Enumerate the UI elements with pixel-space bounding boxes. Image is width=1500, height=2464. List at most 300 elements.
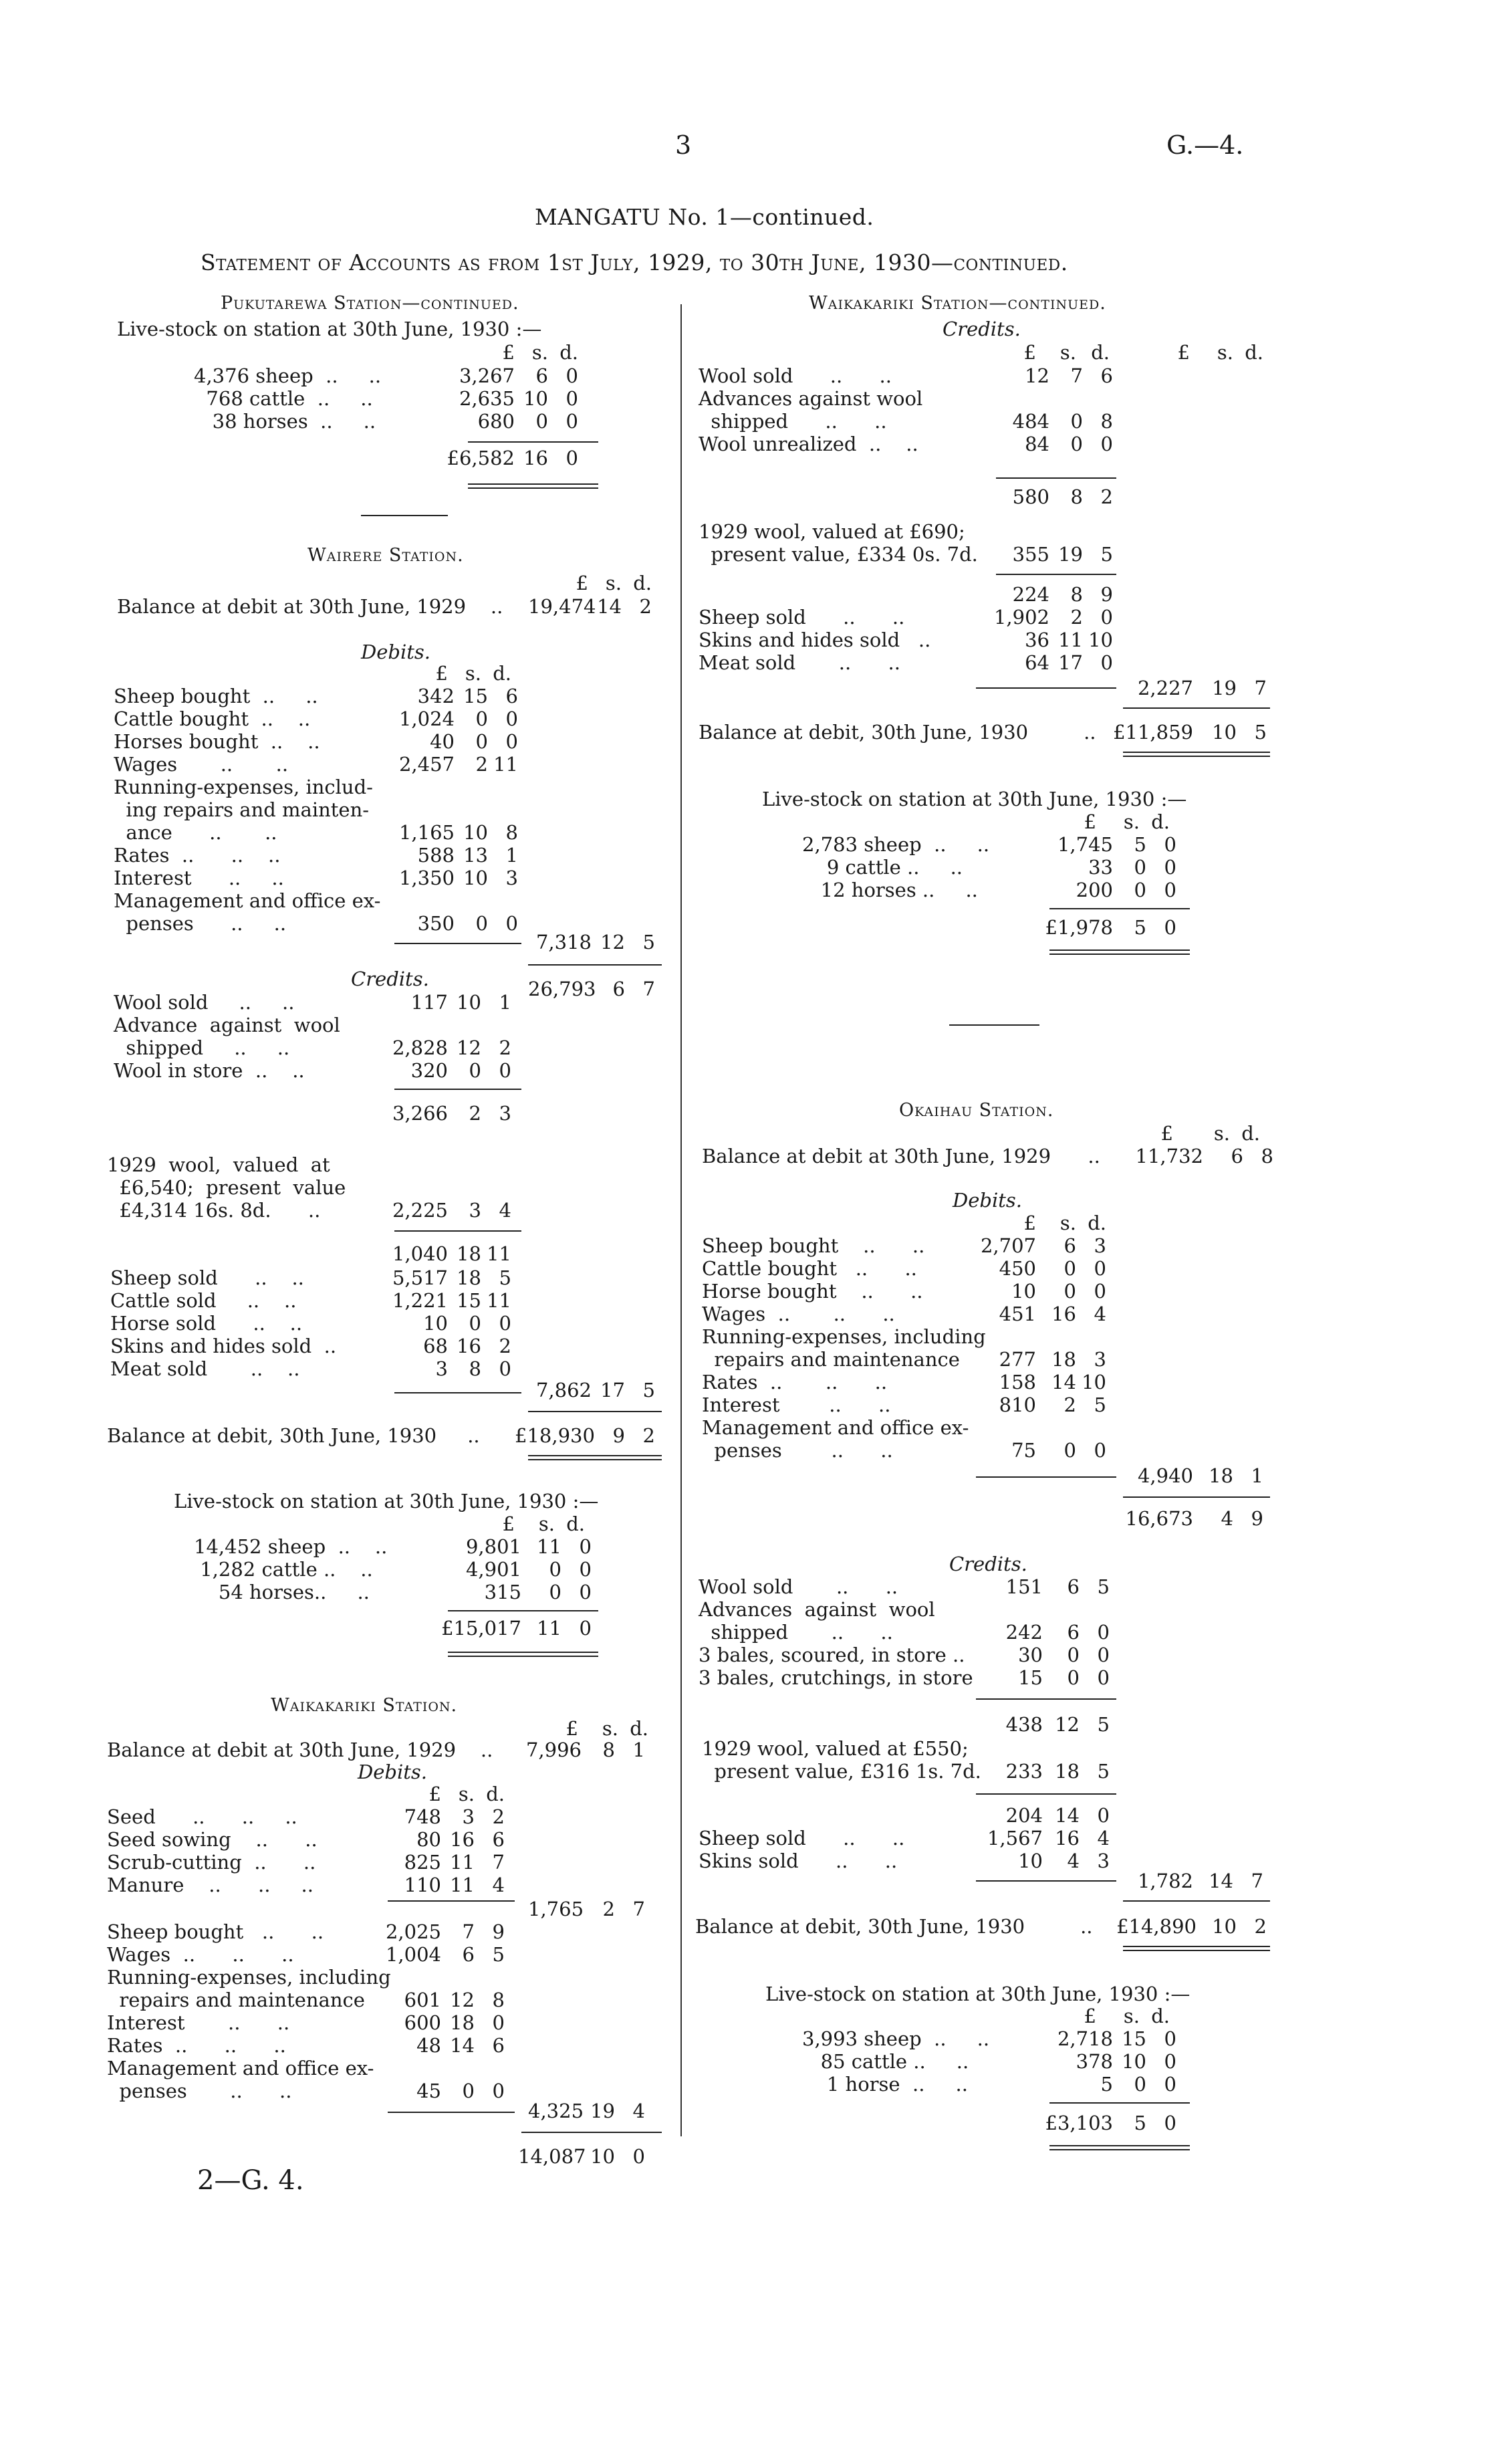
- pence: 5: [642, 1379, 655, 1402]
- shillings: 10: [463, 821, 488, 844]
- okaihau-livestock-title: Live-stock on station at 30th June, 1930 :—: [765, 1983, 1191, 2005]
- pounds: 1,745: [1057, 833, 1113, 856]
- head-pound: £: [1023, 1212, 1036, 1234]
- pence: 5: [1254, 721, 1267, 744]
- pence: 0: [499, 1059, 511, 1082]
- pence: 0: [1164, 2073, 1176, 2096]
- pounds: 7,318: [535, 931, 592, 954]
- rule: [394, 1089, 521, 1090]
- pence: 10: [1082, 1371, 1106, 1393]
- shillings: 18: [1051, 1348, 1076, 1371]
- row-label: Skins sold .. ..: [699, 1850, 898, 1872]
- pounds: 7,996: [525, 1739, 582, 1761]
- head-pence: d.: [1088, 1212, 1106, 1234]
- wairere-title: Wairere Station.: [307, 545, 464, 566]
- rule: [1123, 707, 1270, 709]
- pence: 11: [487, 1289, 511, 1312]
- head-pound: £: [502, 1513, 515, 1535]
- row-label: Sheep sold .. ..: [110, 1266, 304, 1289]
- total-pounds: £6,582: [447, 447, 515, 469]
- pence: 7: [632, 1898, 645, 1920]
- head-pence: d.: [493, 662, 511, 685]
- section-separator: [949, 1024, 1039, 1026]
- pence: 8: [1100, 410, 1113, 433]
- shillings: 11: [450, 1874, 475, 1896]
- pence: 5: [492, 1943, 505, 1966]
- pounds: 320: [410, 1059, 448, 1082]
- row-label: Cattle bought .. ..: [702, 1257, 917, 1280]
- pence: 1: [505, 844, 518, 867]
- pounds: £15,017: [441, 1617, 521, 1640]
- pounds: 2,025: [385, 1920, 441, 1943]
- shillings: 6: [1231, 1145, 1243, 1167]
- balance-label: Balance at debit at 30th June, 1929 ..: [107, 1739, 493, 1761]
- head-pence: d.: [1151, 2005, 1170, 2027]
- pounds: 204: [1005, 1804, 1043, 1827]
- pukutarewa-title: Pukutarewa Station—continued.: [221, 293, 519, 314]
- balance-label: Balance at debit at 30th June, 1929 ..: [117, 595, 503, 618]
- shillings: 8: [469, 1357, 481, 1380]
- shillings: 0: [1064, 1280, 1076, 1303]
- row-label: penses .. ..: [107, 2080, 292, 2102]
- pounds: 2,225: [392, 1199, 448, 1222]
- waikakariki-cont-title: Waikakariki Station—continued.: [809, 293, 1106, 314]
- row-label: Cattle sold .. ..: [110, 1289, 297, 1312]
- pence: 1: [632, 1739, 645, 1761]
- row-label: Interest .. ..: [107, 2011, 290, 2034]
- pence: 4: [632, 2100, 645, 2122]
- total-shillings: 16: [523, 447, 548, 469]
- pounds: 15: [1018, 1666, 1043, 1689]
- pence: 2: [492, 1805, 505, 1828]
- closing-label: Balance at debit, 30th June, 1930 ..: [107, 1424, 480, 1447]
- pence: 5: [1094, 1393, 1106, 1416]
- pounds: 378: [1076, 2050, 1113, 2073]
- shillings: 0: [475, 730, 488, 753]
- pence: 8: [505, 821, 518, 844]
- wool-note: 1929 wool, valued at: [107, 1153, 330, 1176]
- pence: 0: [1094, 1257, 1106, 1280]
- row-label: Running-expenses, including: [107, 1966, 391, 1989]
- row-label: 3 bales, scoured, in store ..: [699, 1644, 965, 1666]
- pounds: 12: [1025, 364, 1049, 387]
- pence: 0: [1097, 1666, 1110, 1689]
- pence: 7: [492, 1851, 505, 1874]
- double-rule: [528, 1455, 662, 1460]
- shillings: 18: [1209, 1464, 1233, 1487]
- pounds: £11,859: [1113, 721, 1193, 744]
- shillings: 12: [600, 931, 625, 954]
- pence: 0: [579, 1617, 592, 1640]
- head-pound: £: [1160, 1122, 1173, 1145]
- wairere-livestock-title: Live-stock on station at 30th June, 1930 :—: [174, 1490, 599, 1513]
- pounds: 2,227: [1137, 677, 1193, 699]
- shillings: 5: [1134, 833, 1146, 856]
- pounds: 84: [1025, 433, 1049, 455]
- shillings: 14: [597, 595, 622, 618]
- pence: 2: [499, 1036, 511, 1059]
- row-label: Horses bought .. ..: [114, 730, 320, 753]
- pounds: 26,793: [528, 978, 596, 1000]
- pence: 2: [642, 1424, 655, 1447]
- pounds: £18,930: [515, 1424, 595, 1447]
- shillings: 5: [1134, 2112, 1146, 2134]
- head-shilling: s.: [531, 341, 548, 364]
- pounds: 277: [999, 1348, 1036, 1371]
- rule: [996, 574, 1116, 575]
- shillings: 18: [1055, 1760, 1080, 1783]
- pounds: 2,828: [392, 1036, 448, 1059]
- row-label: Meat sold .. ..: [110, 1357, 300, 1380]
- shillings: 0: [1067, 1666, 1080, 1689]
- pounds: 30: [1018, 1644, 1043, 1666]
- head-pound: £: [566, 1717, 578, 1740]
- pounds: 484: [1012, 410, 1049, 433]
- waikakariki-credits-title: Credits.: [943, 318, 1021, 340]
- rule: [1123, 1496, 1270, 1498]
- shillings: 18: [457, 1266, 481, 1289]
- wool-note: 1929 wool, valued at £550;: [702, 1737, 969, 1760]
- pence: 0: [505, 912, 518, 935]
- head-shilling: s.: [1059, 1212, 1076, 1234]
- head-pound-2: £: [1177, 341, 1190, 364]
- row-label: Seed .. .. ..: [107, 1805, 297, 1828]
- pence: 3: [1097, 1850, 1110, 1872]
- shillings: 0: [1134, 2073, 1146, 2096]
- shillings: 19: [1058, 543, 1083, 566]
- shillings: 19: [590, 2100, 615, 2122]
- wool-note: £4,314 16s. 8d. ..: [107, 1199, 321, 1222]
- shillings: 9: [612, 1424, 625, 1447]
- row-label: penses .. ..: [702, 1439, 893, 1462]
- section-separator: [361, 515, 448, 516]
- row-label: Management and office ex-: [702, 1416, 969, 1439]
- pounds: 10: [1018, 1850, 1043, 1872]
- pounds: £3,103: [1045, 2112, 1113, 2134]
- wairere-credits-title: Credits.: [351, 968, 429, 990]
- pence: 6: [1100, 364, 1113, 387]
- row-label: Rates .. .. ..: [107, 2034, 286, 2057]
- pence: 0: [1164, 879, 1176, 901]
- row-label: Sheep bought .. ..: [114, 685, 318, 707]
- shillings: 2: [1070, 606, 1083, 629]
- pence: 0: [579, 1581, 592, 1603]
- pence: 4: [1097, 1827, 1110, 1850]
- balance-label: Balance at debit at 30th June, 1929 ..: [702, 1145, 1100, 1167]
- shillings: 2: [602, 1898, 615, 1920]
- row-label: Wool sold .. ..: [114, 991, 295, 1014]
- shillings: 19: [1212, 677, 1237, 699]
- pence: 9: [1251, 1507, 1263, 1530]
- pounds: 1,567: [987, 1827, 1043, 1850]
- pence: 0: [1100, 433, 1113, 455]
- shillings: 14: [1209, 1870, 1233, 1892]
- shillings: 0: [1134, 879, 1146, 901]
- row-label: shipped .. ..: [114, 1036, 290, 1059]
- head-pound: £: [576, 572, 588, 594]
- shillings: 10: [1212, 721, 1237, 744]
- okaihau-credits-title: Credits.: [949, 1553, 1027, 1575]
- shillings: 0: [1134, 856, 1146, 879]
- page-footer: 2—G. 4.: [197, 2165, 304, 2196]
- pounds: 5: [1100, 2073, 1113, 2096]
- shillings: 4: [1221, 1507, 1233, 1530]
- pence: 0: [505, 730, 518, 753]
- pence: 1: [1251, 1464, 1263, 1487]
- pence: 0: [1094, 1280, 1106, 1303]
- pence: 2: [1254, 1915, 1267, 1938]
- head-pence: d.: [630, 1717, 648, 1740]
- row-label: shipped .. ..: [699, 410, 887, 433]
- pence: 6: [492, 2034, 505, 2057]
- pence: 0: [1097, 1804, 1110, 1827]
- shillings: 7: [462, 1920, 475, 1943]
- head-pound: £: [428, 1783, 441, 1805]
- head-shilling: s.: [602, 1717, 618, 1740]
- row-label: repairs and maintenance: [702, 1348, 960, 1371]
- okaihau-debits-title: Debits.: [953, 1189, 1023, 1212]
- row-label: 12 horses .. ..: [802, 879, 978, 901]
- pence: 10: [1088, 629, 1113, 651]
- double-rule: [1123, 1946, 1270, 1951]
- shillings: 11: [450, 1851, 475, 1874]
- pounds: 75: [1011, 1439, 1036, 1462]
- pence: 0: [579, 1535, 592, 1558]
- shillings: 15: [1122, 2027, 1146, 2050]
- head-pound: £: [1023, 341, 1036, 364]
- row-label: 768 cattle .. ..: [194, 387, 373, 410]
- pounds: 48: [416, 2034, 441, 2057]
- shillings: 2: [475, 753, 488, 776]
- pence: 7: [642, 978, 655, 1000]
- rule: [388, 2112, 515, 2113]
- pounds: 1,350: [398, 867, 455, 889]
- head-shilling: s.: [605, 572, 622, 594]
- pounds: 1,040: [392, 1242, 448, 1265]
- pence: 0: [492, 2011, 505, 2034]
- shillings: 15: [463, 685, 488, 707]
- shillings: 8: [1070, 583, 1083, 606]
- pence: 0: [1164, 2027, 1176, 2050]
- pence: 0: [1164, 856, 1176, 879]
- row-label: Rates .. .. ..: [702, 1371, 888, 1393]
- row-label: Running-expenses, includ-: [114, 776, 373, 798]
- shillings: 14: [450, 2034, 475, 2057]
- pence: 5: [642, 931, 655, 954]
- pence: 0: [1164, 916, 1176, 939]
- shillings: 12: [457, 1036, 481, 1059]
- shillings: 0: [475, 912, 488, 935]
- pounds: 2,718: [1057, 2027, 1113, 2050]
- pence: 2: [639, 595, 652, 618]
- head-pound: £: [435, 662, 448, 685]
- pounds: 600: [404, 2011, 441, 2034]
- row-label: Interest .. ..: [702, 1393, 891, 1416]
- pence: 0: [1097, 1621, 1110, 1644]
- shillings: 0: [1070, 433, 1083, 455]
- pence: 5: [1097, 1760, 1110, 1783]
- rule: [976, 1880, 1116, 1882]
- head-pence: d.: [1241, 1122, 1260, 1145]
- double-rule: [468, 483, 598, 489]
- shillings: 16: [1055, 1827, 1080, 1850]
- double-rule: [1123, 752, 1270, 757]
- shillings: 12: [450, 1989, 475, 2011]
- pounds: 3,267: [459, 364, 515, 387]
- shillings: 0: [469, 1059, 481, 1082]
- shillings: 8: [602, 1739, 615, 1761]
- pounds: 33: [1088, 856, 1113, 879]
- pence: 8: [492, 1989, 505, 2011]
- pounds: 68: [423, 1335, 448, 1357]
- shillings: 2: [1064, 1393, 1076, 1416]
- pence: 9: [1100, 583, 1113, 606]
- shillings: 0: [1064, 1439, 1076, 1462]
- shillings: 10: [523, 387, 548, 410]
- shillings: 17: [1058, 651, 1083, 674]
- shillings: 11: [537, 1535, 561, 1558]
- shillings: 6: [1064, 1234, 1076, 1257]
- rule: [394, 943, 521, 944]
- row-label: Horse sold .. ..: [110, 1312, 303, 1335]
- rule: [388, 1900, 515, 1902]
- pounds: 5,517: [392, 1266, 448, 1289]
- shillings: 5: [1134, 916, 1146, 939]
- pukutarewa-livestock-title: Live-stock on station at 30th June, 1930 :—: [117, 318, 542, 340]
- head-pence: d.: [486, 1783, 505, 1805]
- pounds: 580: [1012, 485, 1049, 508]
- rule: [528, 1411, 662, 1412]
- pence: 4: [1094, 1303, 1106, 1325]
- pence: 0: [1164, 2050, 1176, 2073]
- pence: 11: [487, 1242, 511, 1265]
- head-shilling: s.: [465, 662, 481, 685]
- wool-note: present value, £334 0s. 7d.: [699, 543, 978, 566]
- head-pence: d.: [1151, 810, 1170, 833]
- shillings: 15: [457, 1289, 481, 1312]
- row-label: repairs and maintenance: [107, 1989, 365, 2011]
- rule: [521, 2132, 662, 2133]
- pounds: 3,266: [392, 1102, 448, 1125]
- pounds: 224: [1012, 583, 1049, 606]
- row-label: Advances against wool: [699, 387, 923, 410]
- row-label: Advance against wool: [114, 1014, 340, 1036]
- pounds: 350: [417, 912, 455, 935]
- pounds: 438: [1005, 1713, 1043, 1736]
- pounds: 355: [1012, 543, 1049, 566]
- pounds: 450: [999, 1257, 1036, 1280]
- head-shilling: s.: [538, 1513, 555, 1535]
- shillings: 11: [1058, 629, 1083, 651]
- pounds: 80: [416, 1828, 441, 1851]
- pounds: 748: [404, 1805, 441, 1828]
- pence: 5: [1100, 543, 1113, 566]
- pence: 3: [505, 867, 518, 889]
- pounds: 2,457: [398, 753, 455, 776]
- pounds: 4,901: [465, 1558, 521, 1581]
- pence: 3: [499, 1102, 511, 1125]
- shillings: 6: [612, 978, 625, 1000]
- shillings: 16: [450, 1828, 475, 1851]
- pounds: 36: [1025, 629, 1049, 651]
- pounds: 1,024: [398, 707, 455, 730]
- shillings: 10: [1212, 1915, 1237, 1938]
- pence: 0: [499, 1312, 511, 1335]
- double-rule: [1049, 949, 1190, 955]
- pounds: 2,635: [459, 387, 515, 410]
- shillings: 4: [1067, 1850, 1080, 1872]
- pence: 5: [499, 1266, 511, 1289]
- row-label: 3,993 sheep .. ..: [802, 2027, 990, 2050]
- closing-label: Balance at debit, 30th June, 1930 ..: [695, 1915, 1093, 1938]
- shillings: 6: [1067, 1575, 1080, 1598]
- pounds: 11,732: [1135, 1145, 1203, 1167]
- head-shilling: s.: [1123, 2005, 1140, 2027]
- pounds: 3: [435, 1357, 448, 1380]
- rule: [1123, 1900, 1270, 1902]
- pounds: 14,087: [518, 2145, 586, 2168]
- pounds: 110: [404, 1874, 441, 1896]
- shillings: 6: [535, 364, 548, 387]
- rule: [976, 1698, 1116, 1700]
- column-divider: [680, 304, 682, 2136]
- pounds: 1,165: [398, 821, 455, 844]
- shillings: 16: [1051, 1303, 1076, 1325]
- row-label: Management and office ex-: [114, 889, 381, 912]
- pence: 7: [1254, 677, 1267, 699]
- shillings: 6: [462, 1943, 475, 1966]
- pence: 0: [566, 410, 578, 433]
- pounds: 601: [404, 1989, 441, 2011]
- row-label: penses .. ..: [114, 912, 287, 935]
- shillings: 14: [1051, 1371, 1076, 1393]
- shillings: 16: [457, 1335, 481, 1357]
- row-label: Cattle bought .. ..: [114, 707, 311, 730]
- rule: [394, 1392, 521, 1393]
- pence: 3: [1094, 1234, 1106, 1257]
- pounds: 151: [1005, 1575, 1043, 1598]
- pence: 0: [632, 2145, 645, 2168]
- row-label: Wool sold .. ..: [699, 1575, 898, 1598]
- pence: 0: [1164, 2112, 1176, 2134]
- pence: 3: [1094, 1348, 1106, 1371]
- double-rule: [448, 1652, 598, 1657]
- row-label: 4,376 sheep .. ..: [194, 364, 382, 387]
- shillings: 18: [450, 2011, 475, 2034]
- wool-note: present value, £316 1s. 7d.: [702, 1760, 981, 1783]
- shillings: 10: [1122, 2050, 1146, 2073]
- row-label: 85 cattle .. ..: [802, 2050, 969, 2073]
- waikakariki-title: Waikakariki Station.: [271, 1695, 458, 1716]
- pence: 0: [579, 1558, 592, 1581]
- pounds: 7,862: [535, 1379, 592, 1402]
- pounds: 64: [1025, 651, 1049, 674]
- rule: [976, 1476, 1116, 1478]
- head-pound: £: [1084, 2005, 1096, 2027]
- rule: [468, 441, 598, 443]
- head-shilling: s.: [1059, 341, 1076, 364]
- shillings: 11: [537, 1617, 561, 1640]
- pounds: £1,978: [1045, 916, 1113, 939]
- row-label: Advances against wool: [699, 1598, 935, 1621]
- row-label: Seed sowing .. ..: [107, 1828, 318, 1851]
- shillings: 10: [590, 2145, 615, 2168]
- pounds: 810: [999, 1393, 1036, 1416]
- pence: 0: [1094, 1439, 1106, 1462]
- row-label: Sheep sold .. ..: [699, 606, 905, 629]
- row-label: Scrub-cutting .. ..: [107, 1851, 316, 1874]
- pence: 7: [1251, 1870, 1263, 1892]
